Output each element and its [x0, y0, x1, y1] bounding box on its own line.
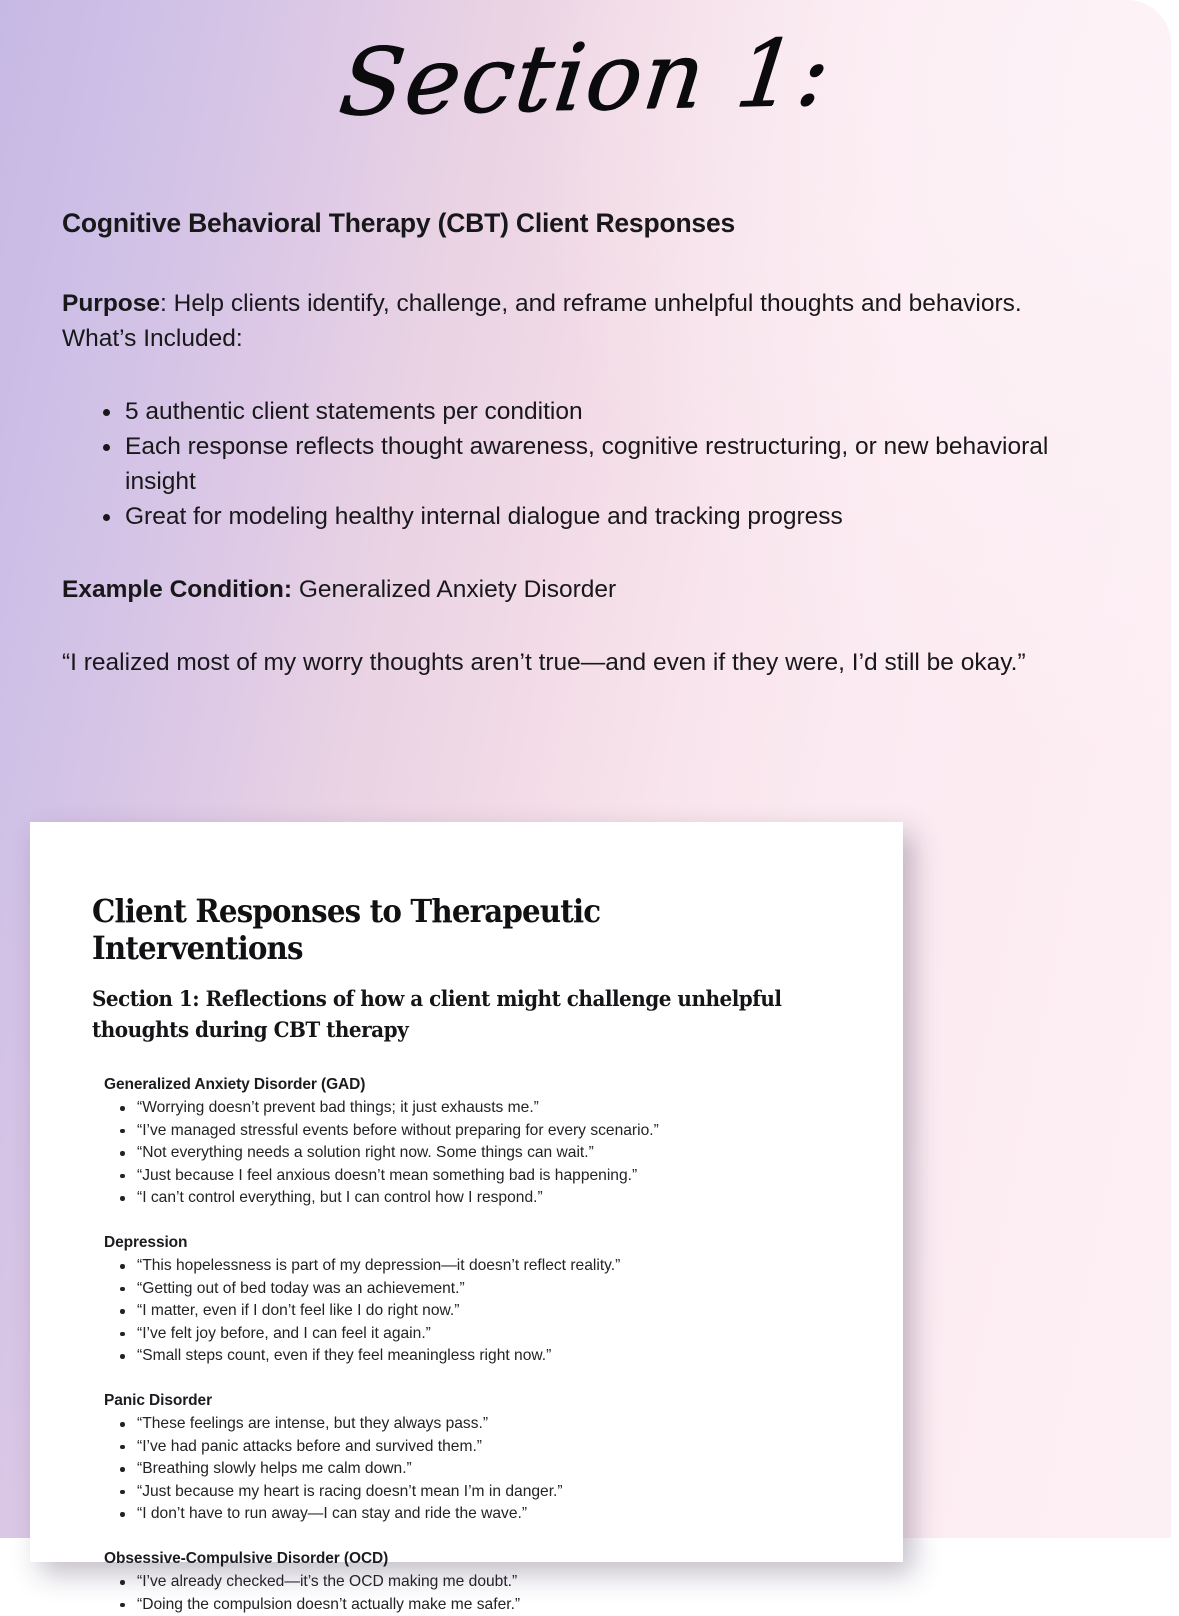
- section-heading: Obsessive-Compulsive Disorder (OCD): [104, 1550, 389, 1567]
- example-quote: “I realized most of my worry thoughts aren’t true—and even if they were, I’d still be okay.”: [62, 649, 1026, 677]
- intro-bullet-list: [62, 394, 1082, 534]
- section-list: [92, 1571, 863, 1616]
- list-item: “I’ve had panic attacks before and survived them.”: [120, 1436, 863, 1459]
- section-heading: Depression: [104, 1234, 188, 1252]
- document-section-depression: [92, 1234, 863, 1368]
- list-item: “Not everything needs a solution right now. Some things can wait.”: [120, 1142, 863, 1165]
- list-item: “Just because I feel anxious doesn’t mean something bad is happening.”: [120, 1165, 863, 1188]
- list-item: “Doing the compulsion doesn’t actually make me safer.”: [120, 1594, 863, 1616]
- document-subtitle: Section 1: Reflections of how a client might challenge unhelpful thoughts during CBT therapy: [92, 987, 782, 1043]
- list-item: “This hopelessness is part of my depression—it doesn’t reflect reality.”: [120, 1255, 863, 1278]
- list-item: “These feelings are intense, but they always pass.”: [120, 1413, 863, 1436]
- script-section-heading: Section 1:: [334, 18, 837, 137]
- section-heading: Generalized Anxiety Disorder (GAD): [104, 1076, 366, 1094]
- list-item: “Small steps count, even if they feel meaningless right now.”: [120, 1345, 863, 1368]
- purpose-paragraph: [62, 286, 1082, 321]
- document-title: Client Responses to Therapeutic Interventions: [92, 893, 601, 967]
- example-condition-label: Example Condition:: [62, 576, 293, 604]
- purpose-text: : Help clients identify, challenge, and reframe unhelpful thoughts and behaviors.: [160, 290, 1022, 318]
- example-condition-value: Generalized Anxiety Disorder: [292, 576, 617, 604]
- document-preview-card[interactable]: [30, 822, 903, 1613]
- list-item: “Worrying doesn’t prevent bad things; it just exhausts me.”: [120, 1097, 863, 1120]
- document-section-ocd: [92, 1550, 863, 1616]
- list-item: “Just because my heart is racing doesn’t mean I’m in danger.”: [120, 1481, 863, 1504]
- purpose-label: Purpose: [62, 290, 161, 318]
- list-item: Great for modeling healthy internal dialogue and tracking progress: [103, 499, 1082, 534]
- list-item: “I’ve managed stressful events before without preparing for every scenario.”: [120, 1120, 863, 1143]
- section-list: [92, 1255, 863, 1368]
- intro-block: [62, 206, 1082, 680]
- list-item: 5 authentic client statements per condition: [103, 394, 1082, 429]
- list-item: “I can’t control everything, but I can control how I respond.”: [120, 1187, 863, 1210]
- list-item: “I matter, even if I don’t feel like I do right now.”: [120, 1300, 863, 1323]
- document-section-panic: [92, 1392, 863, 1526]
- document-section-gad: [92, 1076, 863, 1210]
- list-item: “I’ve felt joy before, and I can feel it again.”: [120, 1323, 863, 1346]
- list-item: “Getting out of bed today was an achievement.”: [120, 1278, 863, 1301]
- whats-included-label: What’s Included:: [62, 325, 243, 353]
- intro-heading: Cognitive Behavioral Therapy (CBT) Client Responses: [62, 208, 736, 238]
- section-list: [92, 1097, 863, 1210]
- list-item: “I don’t have to run away—I can stay and ride the wave.”: [120, 1503, 863, 1526]
- list-item: “Breathing slowly helps me calm down.”: [120, 1458, 863, 1481]
- section-heading: Panic Disorder: [104, 1392, 213, 1410]
- example-condition-paragraph: [62, 572, 1082, 607]
- list-item: Each response reflects thought awareness, cognitive restructuring, or new behavioral insight: [103, 429, 1082, 499]
- section-list: [92, 1413, 863, 1526]
- document-content: [30, 822, 903, 1616]
- list-item: “I’ve already checked—it’s the OCD making me doubt.”: [120, 1571, 863, 1594]
